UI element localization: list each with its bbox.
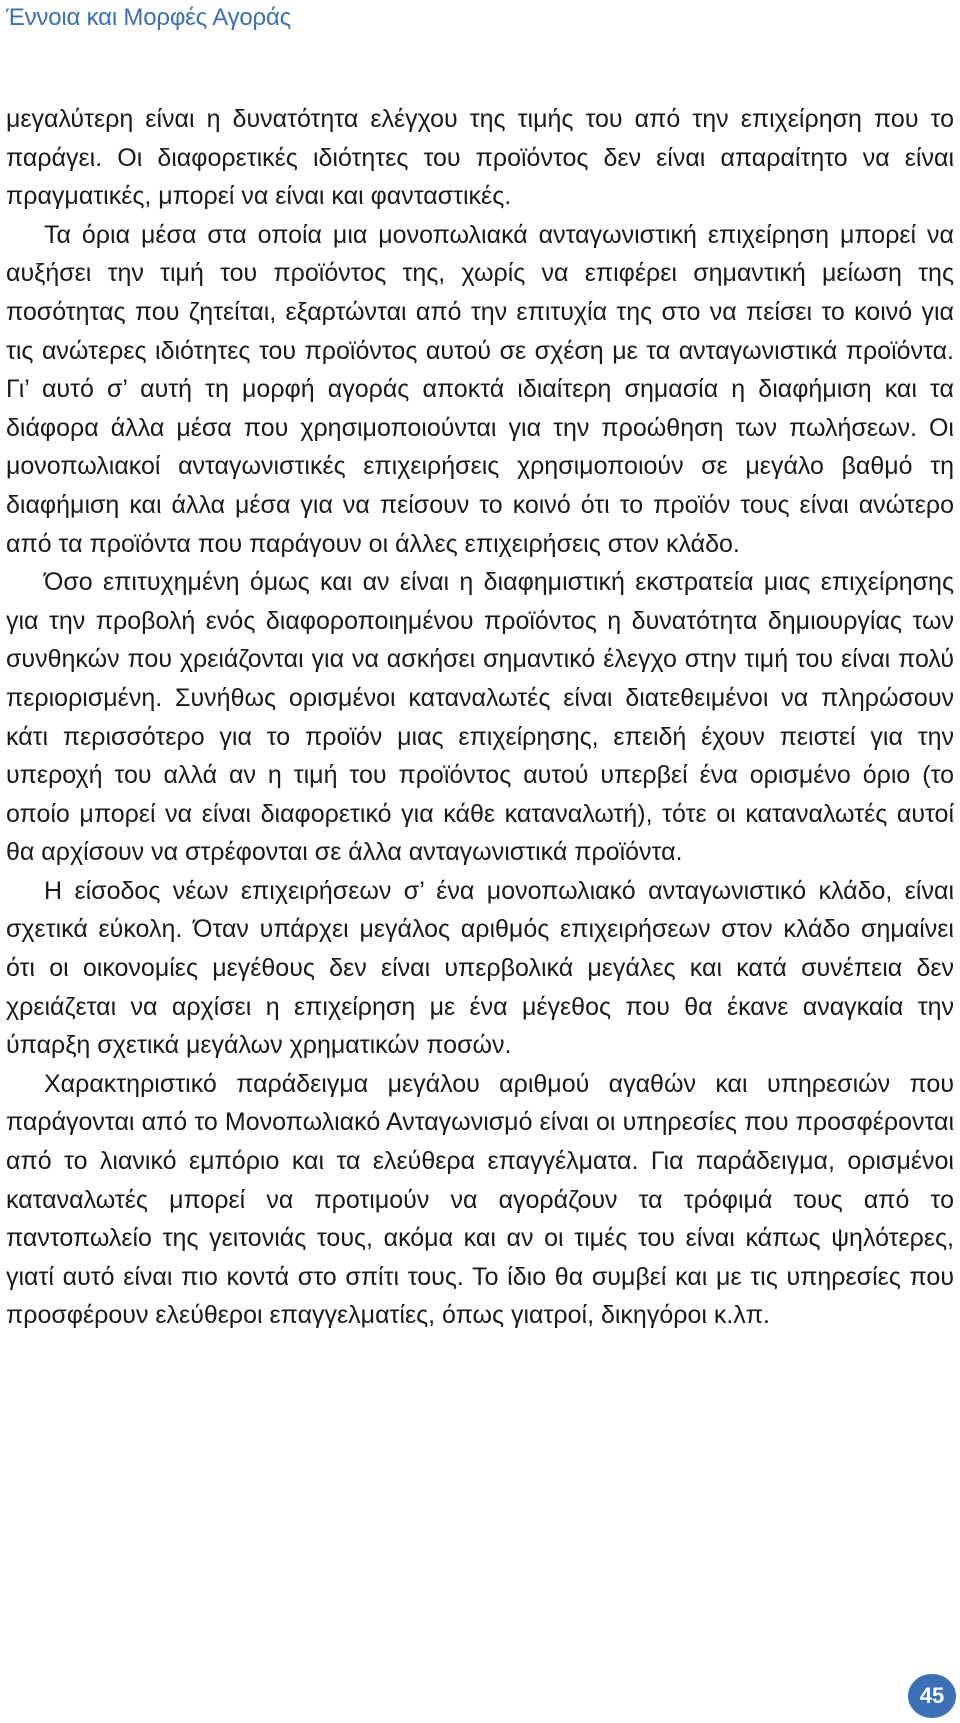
body-text: [6, 100, 954, 1335]
paragraph-entry: Η είσοδος νέων επιχειρήσεων σ’ ένα μονοπωλιακό ανταγωνιστικό κλάδο, είναι σχετικά εύκολη. Όταν υπάρχει μεγάλος αριθμός επιχειρήσεων στον κλάδο σημαίνει ότι οι οικονομίες μεγέθους δεν είναι υπερβολικά μεγάλες και κατά συνέπεια δεν χρειάζεται να αρχίσει η επιχείρηση με ένα μέγεθος που θα έκανε αναγκαία την ύπαρξη σχετικά μεγάλων χρηματικών ποσών.: [6, 876, 954, 1060]
paragraph-advertising: Όσο επιτυχημένη όμως και αν είναι η διαφημιστική εκστρατεία μιας επιχείρησης για την προβολή ενός διαφοροποιημένου προϊόντος η δυνατότητα δημιουργίας των συνθηκών που χρειάζονται για να ασκήσει σημαντικό έλεγχο στην τιμή του είναι πολύ περιορισμένη. Συνήθως ορισμένοι καταναλωτές είναι διατεθειμένοι να πληρώσουν κάτι περισσότερο για το προϊόν μιας επιχείρησης, επειδή έχουν πειστεί για την υπεροχή του αλλά αν η τιμή του προϊόντος αυτού υπερβεί ένα ορισμένο όριο (το οποίο μπορεί να είναι διαφορετικό για κάθε καταναλωτή), τότε οι καταναλωτές αυτοί θα αρχίσουν να στρέφονται σε άλλα ανταγωνιστικά προϊόντα.: [6, 568, 954, 867]
paragraph-price-limits: Τα όρια μέσα στα οποία μια μονοπωλιακά ανταγωνιστική επιχείρηση μπορεί να αυξήσει την τιμή του προϊόντος της, χωρίς να επιφέρει σημαντική μείωση της ποσότητας που ζητείται, εξαρτώνται από την επιτυχία της στο να πείσει το κοινό για τις ανώτερες ιδιότητες του προϊόντος αυτού σε σχέση με τα ανταγωνιστικά προϊόντα. Γι’ αυτό σ’ αυτή τη μορφή αγοράς αποκτά ιδιαίτερη σημασία η διαφήμιση και τα διάφορα άλλα μέσα που χρησιμοποιούνται για την προώθηση των πωλήσεων. Οι μονοπωλιακοί ανταγωνιστικές επιχειρήσεις χρησιμοποιούν σε μεγάλο βαθμό τη διαφήμιση και άλλα μέσα για να πείσουν το κοινό ότι το προϊόν τους είναι ανώτερο από τα προϊόντα που παράγουν οι άλλες επιχειρήσεις στον κλάδο.: [6, 220, 954, 558]
page-number-badge: [908, 1674, 956, 1718]
paragraph-example: Χαρακτηριστικό παράδειγμα μεγάλου αριθμού αγαθών και υπηρεσιών που παράγονται από το Μονοπωλιακό Ανταγωνισμό είναι οι υπηρεσίες που προσφέρονται από το λιανικό εμπόριο και τα ελεύθερα επαγγέλματα. Για παράδειγμα, ορισμένοι καταναλωτές μπορεί να προτιμούν να αγοράζουν τα τρόφιμά τους από το παντοπωλείο της γειτονιάς τους, ακόμα και αν οι τιμές του είναι κάπως ψηλότερες, γιατί αυτό είναι πιο κοντά στο σπίτι τους. Το ίδιο θα συμβεί και με τις υπηρεσίες που προσφέρουν ελεύθεροι επαγγελματίες, όπως γιατροί, δικηγόροι κ.λπ.: [6, 1069, 954, 1330]
paragraph-continuation: μεγαλύτερη είναι η δυνατότητα ελέγχου της τιμής του από την επιχείρηση που το παράγει. Οι διαφορετικές ιδιότητες του προϊόντος δεν είναι απαραίτητο να είναι πραγματικές, μπορεί να είναι και φανταστικές.: [6, 105, 954, 211]
running-header: Έννοια και Μορφές Αγοράς: [6, 4, 292, 31]
page-number: 45: [919, 1683, 945, 1708]
